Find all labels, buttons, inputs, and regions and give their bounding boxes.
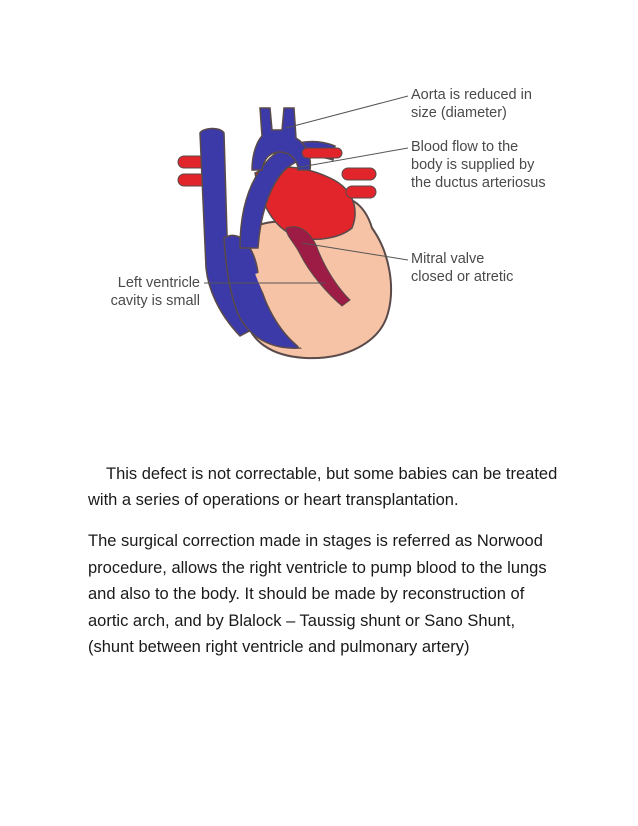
heart-illustration — [90, 78, 560, 378]
paragraph-2: The surgical correction made in stages is referred as Norwood procedure, allows the right ventricle to pump blood to the lungs and also to the body. It should be made by reconstruction of aortic arch, and by Blalock – Taussig shunt or Sano Shunt, (shunt between right ventricle and pulmonary artery) — [88, 532, 547, 656]
heart-diagram — [90, 78, 560, 378]
label-blood-flow: Blood flow to the body is supplied by the ductus arteriosus — [411, 139, 546, 191]
paragraph-1-text: This defect is not correctable, but some babies can be treated with a series of operations or heart transplantation. — [88, 465, 558, 509]
pulmonary-vein-right-2 — [346, 186, 376, 198]
label-left-ventricle: Left ventricle cavity is small — [110, 275, 200, 309]
aortic-branch-1 — [302, 148, 342, 158]
label-aorta: Aorta is reduced in size (diameter) — [411, 87, 532, 121]
pulmonary-vein-right-1 — [342, 168, 376, 180]
leader-line-aorta — [286, 96, 408, 128]
label-mitral-valve: Mitral valve closed or atretic — [411, 251, 514, 285]
paragraph-1 — [88, 461, 558, 513]
